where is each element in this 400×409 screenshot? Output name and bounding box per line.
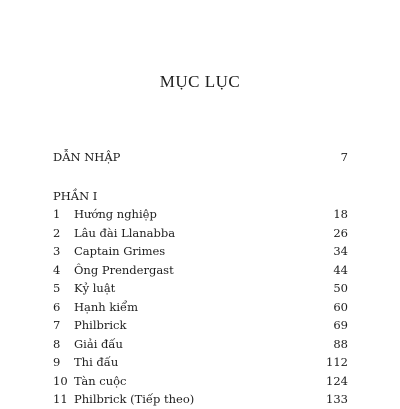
chapter-number: 8 xyxy=(53,336,61,351)
toc-entry-intro xyxy=(53,150,348,166)
chapter-number: 5 xyxy=(53,281,61,295)
chapter-title: Thi đấu xyxy=(74,355,119,369)
chapter-row xyxy=(53,298,348,317)
chapter-number: 6 xyxy=(53,299,61,314)
chapter-page-number: 124 xyxy=(326,373,348,388)
chapter-number: 2 xyxy=(53,225,61,240)
chapter-row xyxy=(53,205,348,224)
chapter-title: Philbrick (Tiếp theo) xyxy=(74,392,195,406)
chapter-page-number: 44 xyxy=(333,262,348,277)
chapter-number: 1 xyxy=(53,207,61,221)
chapter-title: Giải đấu xyxy=(74,336,123,351)
chapter-row xyxy=(53,242,348,261)
chapter-page-number: 18 xyxy=(333,207,348,221)
chapter-row xyxy=(53,372,348,391)
chapter-title: Hạnh kiểm xyxy=(74,299,138,314)
chapter-title: Philbrick xyxy=(74,318,127,332)
chapter-list xyxy=(53,205,348,409)
chapter-title: Hướng nghiệp xyxy=(74,207,157,221)
chapter-row xyxy=(53,390,348,409)
chapter-number: 7 xyxy=(53,318,61,332)
chapter-number: 9 xyxy=(53,355,61,369)
chapter-row xyxy=(53,279,348,298)
chapter-title: Ông Prendergast xyxy=(74,262,174,277)
chapter-row xyxy=(53,353,348,372)
chapter-page-number: 112 xyxy=(326,355,348,369)
chapter-page-number: 50 xyxy=(333,281,348,295)
chapter-title: Captain Grimes xyxy=(74,244,166,258)
chapter-title: Tàn cuộc xyxy=(74,373,127,388)
chapter-title: Kỷ luật xyxy=(74,281,116,295)
chapter-page-number: 26 xyxy=(333,225,348,240)
chapter-page-number: 88 xyxy=(333,336,348,351)
chapter-page-number: 34 xyxy=(333,244,348,258)
chapter-row xyxy=(53,335,348,354)
chapter-row xyxy=(53,224,348,243)
page-title: MỤC LỤC xyxy=(159,72,241,91)
chapter-number: 10 xyxy=(53,373,68,388)
intro-label: DẪN NHẬP xyxy=(53,150,121,164)
chapter-page-number: 60 xyxy=(333,299,348,314)
chapter-number: 3 xyxy=(53,244,61,258)
chapter-row xyxy=(53,316,348,335)
intro-page-number: 7 xyxy=(340,150,348,164)
chapter-number: 11 xyxy=(53,392,68,406)
chapter-number: 4 xyxy=(53,262,61,277)
chapter-page-number: 133 xyxy=(326,392,348,406)
chapter-page-number: 69 xyxy=(333,318,348,332)
chapter-row xyxy=(53,261,348,280)
part-heading: PHẦN I xyxy=(53,189,98,203)
chapter-title: Lâu đài Llanabba xyxy=(74,225,176,240)
